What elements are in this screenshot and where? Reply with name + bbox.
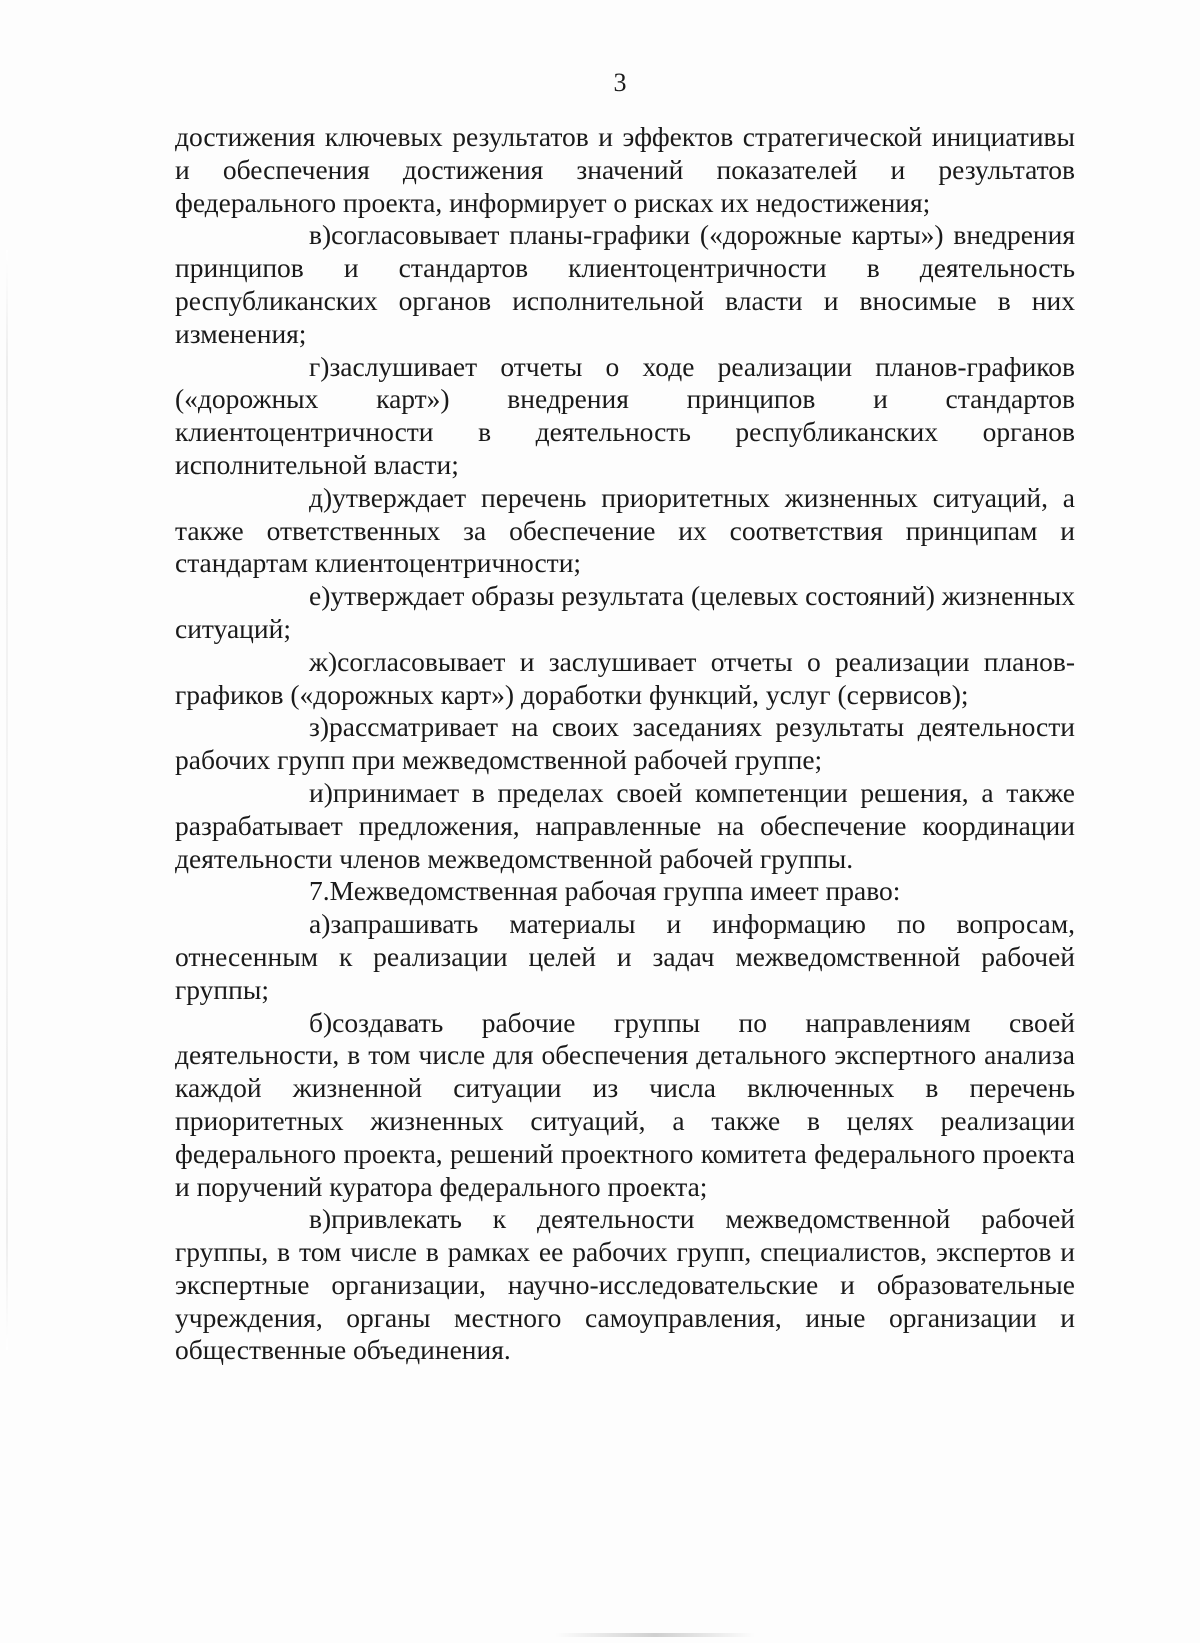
list-marker: и) <box>309 776 333 808</box>
list-marker: г) <box>309 350 330 382</box>
list-item-zh <box>175 646 1075 712</box>
paragraph-text: согласовывает и заслушивает отчеты о реализации планов-графиков («дорожных карт») доработки функций, услуг (сервисов); <box>175 645 1075 710</box>
scan-edge-mark <box>6 250 8 1350</box>
page-number: 3 <box>613 68 627 97</box>
section-number: 7. <box>309 875 330 907</box>
list-item-z <box>175 711 1075 777</box>
paragraph-text: привлекать к деятельности межведомственной рабочей группы, в том числе в рамках ее рабочих групп, специалистов, экспертов и экспертные организации, научно-исследовательские и образовательные учреждения, органы местного самоуправления, иные организации и общественные объединения. <box>175 1203 1075 1366</box>
list-item-d <box>175 482 1075 580</box>
paragraph-text: Межведомственная рабочая группа имеет право: <box>329 875 901 907</box>
list-item-g <box>175 351 1075 482</box>
list-item-v <box>175 219 1075 350</box>
list-marker: а) <box>309 908 331 940</box>
paragraph-continuation <box>175 121 1075 219</box>
list-marker: з) <box>309 711 330 743</box>
paragraph-text: достижения ключевых результатов и эффектов стратегической инициативы и обеспечения достижения значений показателей и результатов федерального проекта, информирует о рисках их недостижения; <box>175 121 1075 218</box>
paragraph-text: создавать рабочие группы по направлениям своей деятельности, в том числе для обеспечения детального экспертного анализа каждой жизненной ситуации из числа включенных в перечень приоритетных жизненных ситуаций, а также в целях реализации федерального проекта, решений проектного комитета федерального проекта и поручений куратора федерального проекта; <box>175 1006 1075 1202</box>
paragraph-text: принимает в пределах своей компетенции решения, а также разрабатывает предложения, направленные на обеспечение координации деятельности членов межведомственной рабочей группы. <box>175 776 1075 874</box>
list-marker: в) <box>309 219 332 251</box>
paragraph-text: утверждает перечень приоритетных жизненных ситуаций, а также ответственных за обеспечение их соответствия принципам и стандартам клиентоцентричности; <box>175 481 1075 579</box>
paragraph-text: заслушивает отчеты о ходе реализации планов-графиков («дорожных карт») внедрения принципов и стандартов клиентоцентричности в деятельность республиканских органов исполнительной власти; <box>175 350 1075 480</box>
section-7-heading <box>175 875 1075 908</box>
list-item-b <box>175 1007 1075 1204</box>
list-item-i <box>175 777 1075 875</box>
paragraph-text: запрашивать материалы и информацию по вопросам, отнесенным к реализации целей и задач межведомственной рабочей группы; <box>175 908 1075 1005</box>
list-item-v-2 <box>175 1203 1075 1367</box>
list-marker: в) <box>309 1203 332 1235</box>
paragraph-text: рассматривает на своих заседаниях результаты деятельности рабочих групп при межведомственной рабочей группе; <box>175 711 1075 776</box>
paragraph-text: утверждает образы результата (целевых состояний) жизненных ситуаций; <box>175 580 1075 644</box>
list-marker: б) <box>309 1006 333 1038</box>
list-item-e <box>175 580 1075 646</box>
scan-smudge <box>555 1633 755 1637</box>
list-marker: ж) <box>309 645 338 677</box>
paragraph-text: согласовывает планы-графики («дорожные карты») внедрения принципов и стандартов клиентоцентричности в деятельность республиканских органов исполнительной власти и вносимые в них изменения; <box>175 219 1075 349</box>
list-marker: д) <box>309 481 333 513</box>
list-item-a <box>175 908 1075 1006</box>
document-body <box>175 121 1075 1367</box>
list-marker: е) <box>309 580 331 612</box>
